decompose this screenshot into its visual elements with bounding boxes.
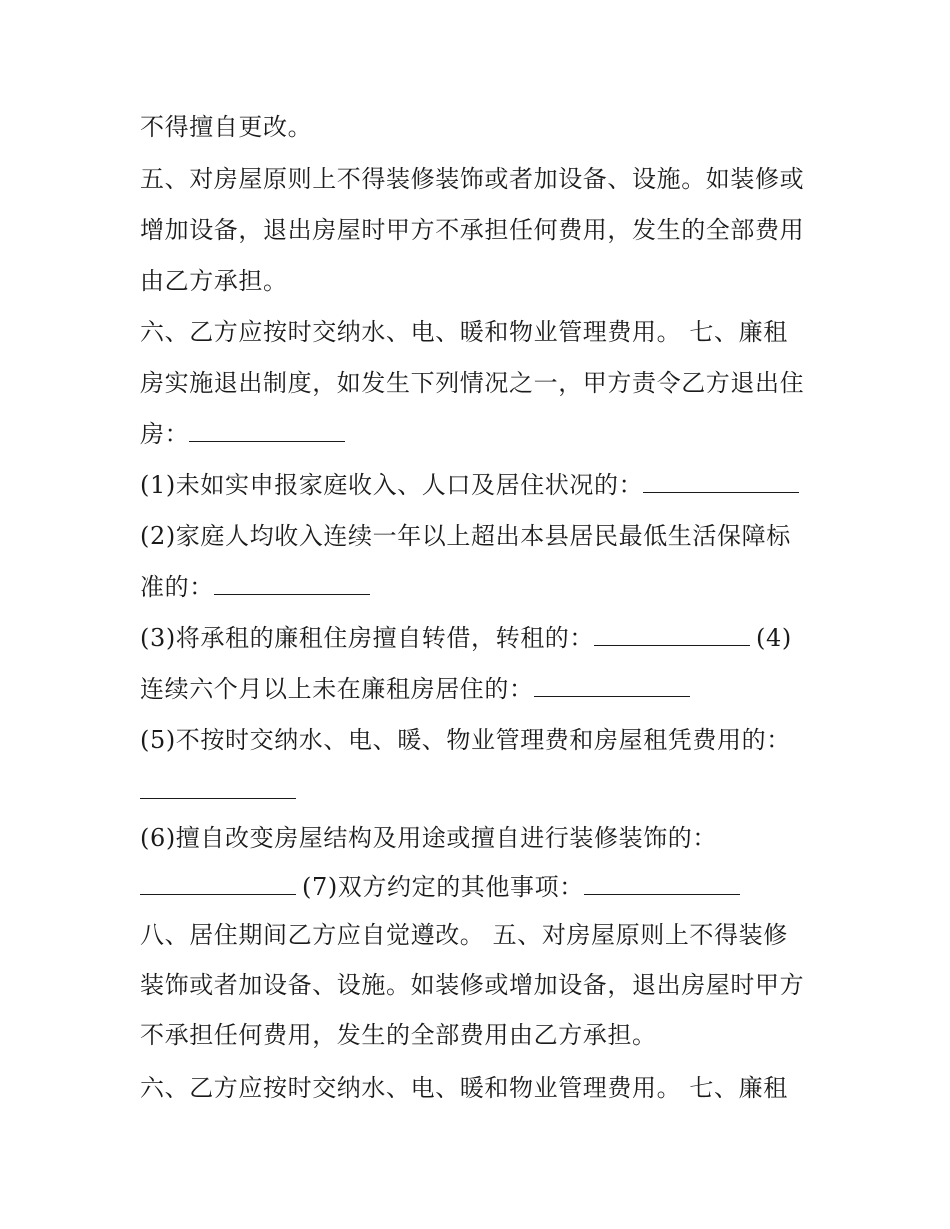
line-text: (2)家庭人均收入连续一年以上超出本县居民最低生活保障标 bbox=[140, 522, 791, 550]
line-text: (7)双方约定的其他事项： bbox=[302, 873, 584, 901]
line-text: 六、乙方应按时交纳水、电、暖和物业管理费用。 七、廉租 bbox=[140, 1074, 788, 1102]
line-text: 准的： bbox=[140, 573, 214, 601]
line-text: 不得擅自更改。 bbox=[140, 113, 313, 141]
text-line bbox=[140, 970, 804, 1000]
text-line bbox=[140, 266, 288, 296]
line-text: 六、乙方应按时交纳水、电、暖和物业管理费用。 七、廉租 bbox=[140, 318, 788, 346]
text-line bbox=[140, 776, 296, 806]
text-line bbox=[140, 368, 804, 398]
text-line bbox=[140, 164, 804, 194]
fill-in-blank bbox=[214, 574, 370, 595]
line-text: 五、对房屋原则上不得装修装饰或者加设备、设施。如装修或 bbox=[140, 165, 805, 193]
text-line bbox=[140, 725, 791, 755]
line-text: 不承担任何费用，发生的全部费用由乙方承担。 bbox=[140, 1021, 657, 1049]
fill-in-blank bbox=[643, 472, 799, 493]
text-line bbox=[140, 1020, 657, 1050]
line-text: 由乙方承担。 bbox=[140, 267, 288, 295]
line-text: 装饰或者加设备、设施。如装修或增加设备，退出房屋时甲方 bbox=[140, 971, 805, 999]
text-line bbox=[140, 1073, 788, 1103]
line-text: 房实施退出制度，如发生下列情况之一，甲方责令乙方退出住 bbox=[140, 369, 805, 397]
fill-in-blank bbox=[584, 874, 740, 895]
fill-in-blank bbox=[189, 421, 345, 442]
line-text: (3)将承租的廉租住房擅自转借，转租的： bbox=[140, 624, 594, 652]
text-line bbox=[140, 317, 788, 347]
text-line bbox=[140, 470, 799, 500]
text-line bbox=[140, 623, 792, 653]
text-line bbox=[140, 823, 717, 853]
line-text: (1)未如实申报家庭收入、人口及居住状况的： bbox=[140, 471, 644, 499]
line-text: (4) bbox=[756, 624, 792, 652]
text-line bbox=[140, 521, 791, 551]
text-line bbox=[140, 674, 690, 704]
line-text: 增加设备，退出房屋时甲方不承担任何费用，发生的全部费用 bbox=[140, 216, 805, 244]
text-line bbox=[140, 572, 370, 602]
line-text: 八、居住期间乙方应自觉遵改。 五、对房屋原则上不得装修 bbox=[140, 921, 788, 949]
fill-in-blank bbox=[140, 778, 296, 799]
fill-in-blank bbox=[534, 676, 690, 697]
fill-in-blank bbox=[594, 625, 750, 646]
line-text: (5)不按时交纳水、电、暖、物业管理费和房屋租凭费用的： bbox=[140, 726, 791, 754]
text-line bbox=[140, 215, 804, 245]
text-line bbox=[140, 920, 788, 950]
text-line bbox=[140, 112, 312, 142]
line-text: 连续六个月以上未在廉租房居住的： bbox=[140, 675, 534, 703]
fill-in-blank bbox=[140, 874, 296, 895]
line-text: 房： bbox=[140, 420, 190, 448]
line-text: (6)擅自改变房屋结构及用途或擅自进行装修装饰的： bbox=[140, 824, 717, 852]
text-line bbox=[140, 419, 345, 449]
text-line bbox=[140, 872, 740, 902]
